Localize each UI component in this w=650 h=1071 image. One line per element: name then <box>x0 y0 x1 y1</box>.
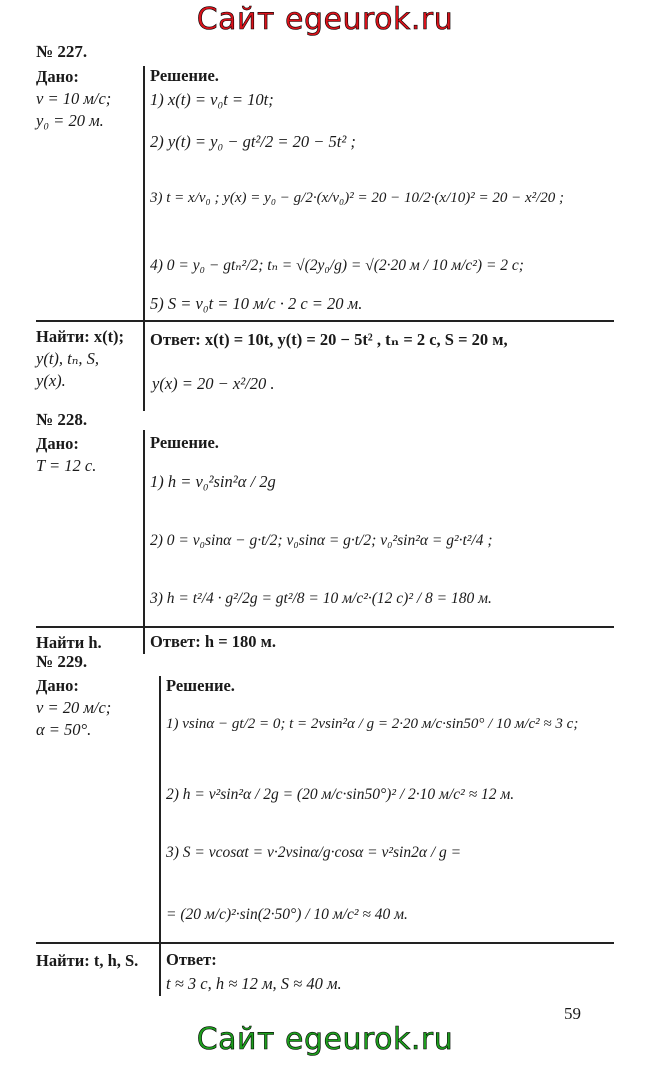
problem-227-step-2: 2) y(t) = y₀ − gt²/2 = 20 − 5t² ; <box>150 132 356 151</box>
problem-229-answer-2: t ≈ 3 с, h ≈ 12 м, S ≈ 40 м. <box>166 974 342 993</box>
page-number: 59 <box>564 1004 581 1023</box>
problem-227-step-1: 1) x(t) = v₀t = 10t; <box>150 90 274 109</box>
divider-horizontal-229 <box>36 942 614 944</box>
problem-227-step-3: 3) t = x/v₀ ; y(x) = y₀ − g/2·(x/v₀)² = 20 − 10/2·(x/10)² = 20 − x²/20 ; <box>150 190 565 206</box>
problem-227-solution-label: Решение. <box>150 66 219 85</box>
problem-228-step-1: 1) h = v₀²sin²α / 2g <box>150 472 276 491</box>
problem-227-answer-1: Ответ: x(t) = 10t, y(t) = 20 − 5t² , tₙ = 2 с, S = 20 м, <box>150 330 508 349</box>
problem-228-step-2: 2) 0 = v₀sinα − g·t/2; v₀sinα = g·t/2; v₀²sin²α = g²·t²/4 ; <box>150 532 493 549</box>
divider-horizontal-228 <box>36 626 614 628</box>
problem-229-solution-label: Решение. <box>166 676 235 695</box>
problem-229-answer-1: Ответ: <box>166 950 217 969</box>
problem-227-step-4: 4) 0 = y₀ − gtₙ²/2; tₙ = √(2y₀/g) = √(2·20 м / 10 м/с²) = 2 с; <box>150 257 524 274</box>
problem-229-given-1: v = 20 м/с; <box>36 698 112 717</box>
divider-vertical-227 <box>143 66 145 411</box>
problem-229-find-1: Найти: t, h, S. <box>36 951 139 970</box>
watermark-bottom: Сайт egeurok.ru <box>196 1022 454 1057</box>
problem-227-given-1: v = 10 м/с; <box>36 89 112 108</box>
problem-227-number: № 227. <box>36 42 88 61</box>
problem-228-find-1: Найти h. <box>36 633 102 652</box>
problem-229-given-label: Дано: <box>36 676 79 695</box>
divider-vertical-229 <box>159 676 161 996</box>
problem-229-step-2: 2) h = v²sin²α / 2g = (20 м/с·sin50°)² / 2·10 м/с² ≈ 12 м. <box>166 786 515 803</box>
problem-227-find-2: y(t), tₙ, S, <box>36 349 100 368</box>
problem-228-answer-1: Ответ: h = 180 м. <box>150 632 276 651</box>
problem-227-find-1: Найти: x(t); <box>36 327 125 346</box>
problem-229-step-3: 3) S = vcosαt = v·2vsinα/g·cosα = v²sin2α / g = <box>166 844 462 861</box>
divider-horizontal-227 <box>36 320 614 322</box>
problem-227-given-2: y₀ = 20 м. <box>36 111 104 130</box>
problem-229-given-2: α = 50°. <box>36 720 92 739</box>
problem-229-number: № 229. <box>36 652 88 671</box>
watermark-top: Сайт egeurok.ru <box>196 2 454 37</box>
problem-227-answer-2: y(x) = 20 − x²/20 . <box>152 374 275 393</box>
problem-228-given-1: T = 12 с. <box>36 456 97 475</box>
problem-228-step-3: 3) h = t²/4 · g²/2g = gt²/8 = 10 м/с²·(12 с)² / 8 = 180 м. <box>150 590 492 607</box>
divider-vertical-228 <box>143 430 145 654</box>
problem-229-step-4: = (20 м/с)²·sin(2·50°) / 10 м/с² ≈ 40 м. <box>166 906 408 923</box>
problem-227-given-label: Дано: <box>36 67 79 86</box>
problem-228-solution-label: Решение. <box>150 433 219 452</box>
problem-229-step-1: 1) vsinα − gt/2 = 0; t = 2vsin²α / g = 2·20 м/с·sin50° / 10 м/с² ≈ 3 с; <box>166 716 579 732</box>
problem-227-step-5: 5) S = v₀t = 10 м/с · 2 с = 20 м. <box>150 294 363 313</box>
problem-228-number: № 228. <box>36 410 88 429</box>
problem-228-given-label: Дано: <box>36 434 79 453</box>
problem-227-find-3: y(x). <box>36 371 66 390</box>
